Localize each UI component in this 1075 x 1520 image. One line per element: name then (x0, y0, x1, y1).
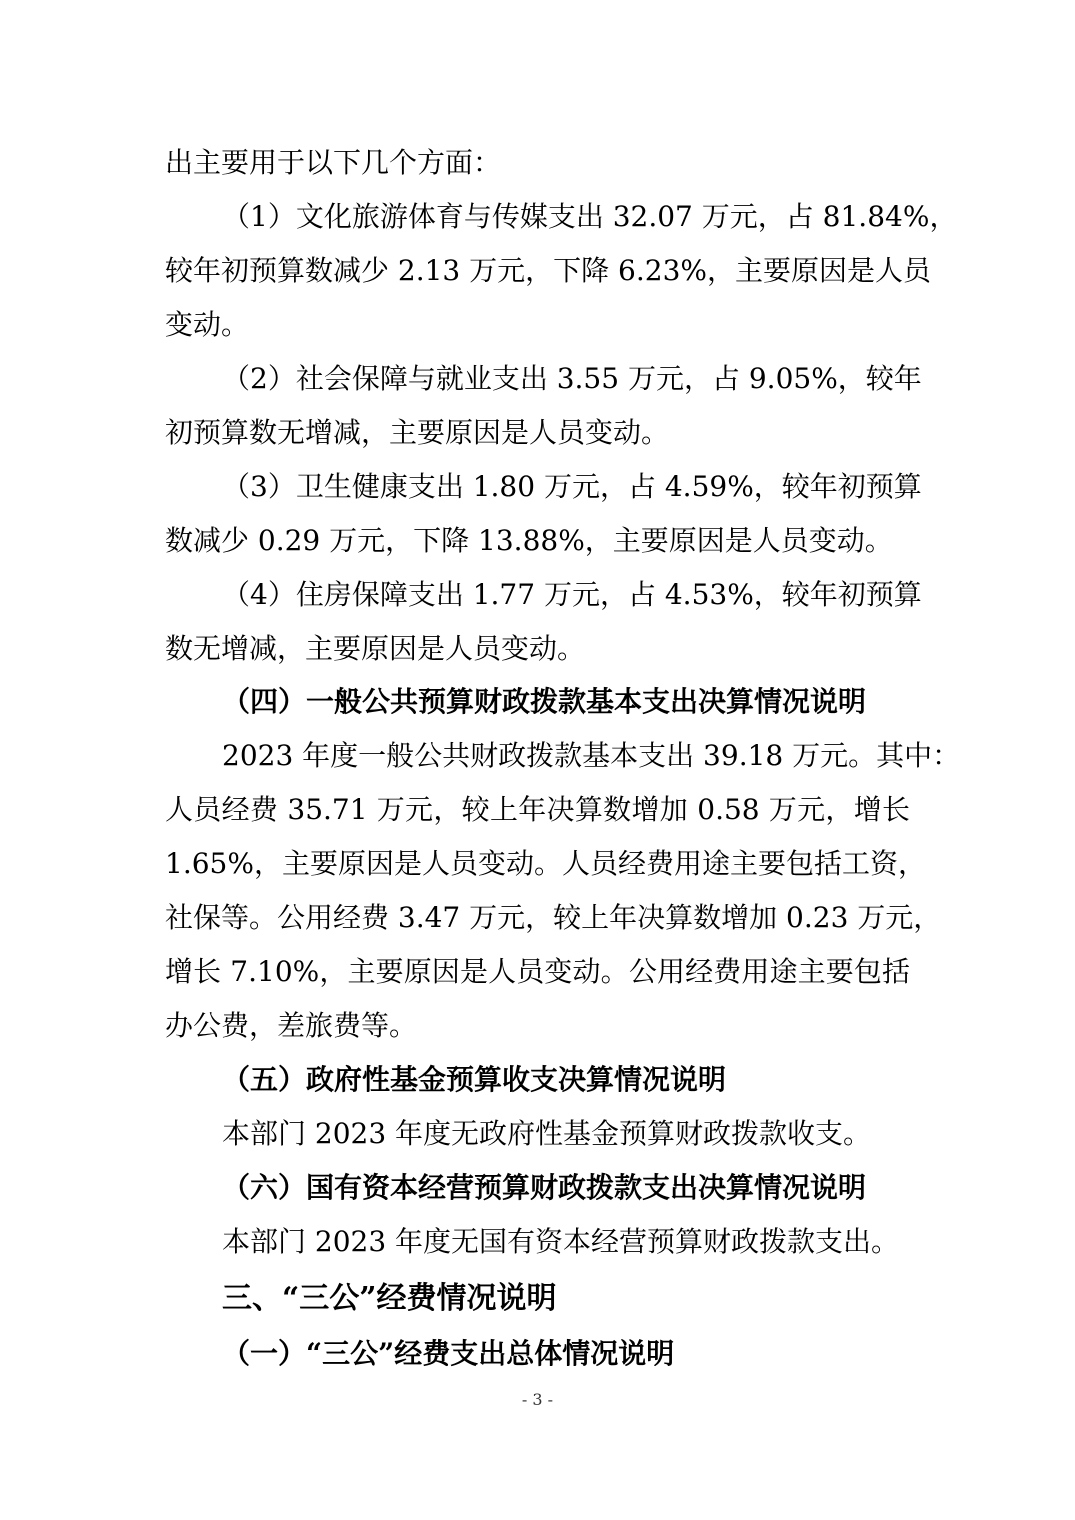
text-line: 2023 年度一般公共财政拨款基本支出 39.18 万元。其中： (222, 739, 961, 772)
section-heading: （四）一般公共预算财政拨款基本支出决算情况说明 (222, 685, 867, 718)
text-line: 变动。 (165, 308, 250, 341)
section-heading: （一）“三公”经费支出总体情况说明 (222, 1337, 675, 1370)
text-line: （4）住房保障支出 1.77 万元，占 4.53%，较年初预算 (222, 578, 922, 611)
section-heading: （六）国有资本经营预算财政拨款支出决算情况说明 (222, 1171, 867, 1204)
text-line: 数减少 0.29 万元，下降 13.88%，主要原因是人员变动。 (165, 524, 893, 557)
text-line: 1.65%，主要原因是人员变动。人员经费用途主要包括工资， (165, 847, 926, 880)
text-line: 本部门 2023 年度无政府性基金预算财政拨款收支。 (222, 1117, 872, 1150)
text-line: 增长 7.10%，主要原因是人员变动。公用经费用途主要包括 (165, 955, 910, 988)
text-line: （1）文化旅游体育与传媒支出 32.07 万元，占 81.84%， (222, 200, 958, 233)
text-line: （2）社会保障与就业支出 3.55 万元，占 9.05%，较年 (222, 362, 922, 395)
page-number: - 3 - (521, 1390, 554, 1409)
text-line: 本部门 2023 年度无国有资本经营预算财政拨款支出。 (222, 1225, 900, 1258)
chapter-heading: 三、“三公”经费情况说明 (222, 1281, 557, 1316)
section-heading: （五）政府性基金预算收支决算情况说明 (222, 1063, 727, 1096)
text-line: 社保等。公用经费 3.47 万元，较上年决算数增加 0.23 万元， (165, 901, 942, 934)
text-line: （3）卫生健康支出 1.80 万元，占 4.59%，较年初预算 (222, 470, 922, 503)
text-line: 初预算数无增减，主要原因是人员变动。 (165, 416, 670, 449)
text-line: 人员经费 35.71 万元，较上年决算数增加 0.58 万元，增长 (165, 793, 910, 826)
text-line: 数无增减，主要原因是人员变动。 (165, 632, 586, 665)
text-line: 办公费，差旅费等。 (165, 1009, 418, 1042)
text-line: 较年初预算数减少 2.13 万元，下降 6.23%，主要原因是人员 (165, 254, 931, 287)
text-line: 出主要用于以下几个方面： (165, 146, 502, 179)
